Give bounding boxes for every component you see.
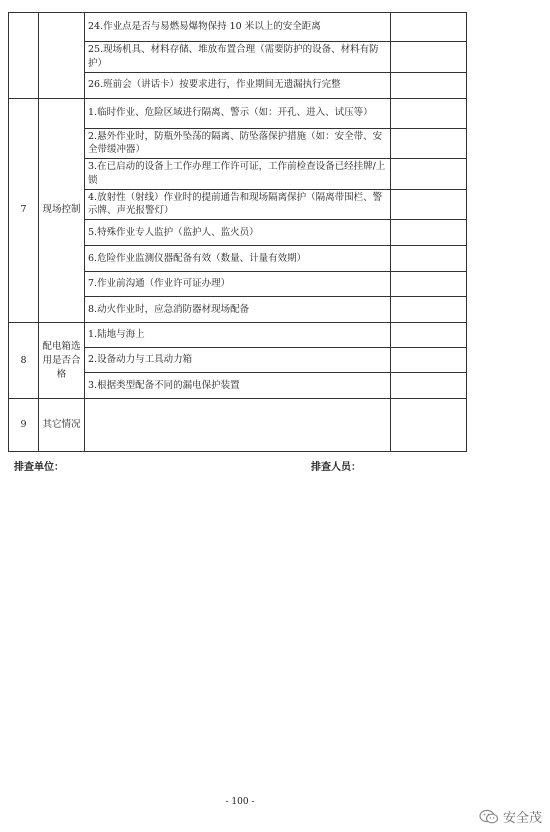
category-label: 其它情况	[39, 399, 85, 452]
inspection-table	[8, 12, 467, 452]
result-cell[interactable]	[391, 399, 467, 452]
result-cell[interactable]	[391, 297, 467, 323]
result-cell[interactable]	[391, 72, 467, 98]
item-text: 25.现场机具、材料存储、堆放布置合理（需要防护的设备、材料有防护）	[85, 42, 391, 73]
item-text[interactable]	[85, 399, 391, 452]
item-text: 24.作业点是否与易燃易爆物保持 10 米以上的安全距离	[85, 13, 391, 42]
table-row	[9, 13, 467, 42]
category-cell	[39, 13, 85, 99]
result-cell[interactable]	[391, 98, 467, 128]
row-number: 8	[9, 323, 39, 399]
item-text: 5.特殊作业专人监护（监护人、监火员）	[85, 220, 391, 246]
item-text: 3.在已启动的设备上工作办理工作许可证，工作前检查设备已经挂牌/上锁	[85, 159, 391, 190]
result-cell[interactable]	[391, 189, 467, 220]
item-text: 4.放射性（射线）作业时的提前通告和现场隔离保护（隔离带围栏、警示牌、声光报警灯）	[85, 189, 391, 220]
result-cell[interactable]	[391, 323, 467, 348]
page-number: - 100 -	[225, 797, 255, 807]
result-cell[interactable]	[391, 246, 467, 272]
result-cell[interactable]	[391, 348, 467, 373]
category-label: 现场控制	[39, 98, 85, 323]
table-row	[9, 98, 467, 128]
item-text: 2.设备动力与工具动力箱	[85, 348, 391, 373]
result-cell[interactable]	[391, 159, 467, 190]
item-text: 2.悬外作业时，防瓶外坠荡的隔离、防坠落保护措施（如：安全带、安全带缓冲器）	[85, 128, 391, 159]
row-number-cell	[9, 13, 39, 99]
row-number: 9	[9, 399, 39, 452]
result-cell[interactable]	[391, 128, 467, 159]
result-cell[interactable]	[391, 220, 467, 246]
table-row	[9, 399, 467, 452]
result-cell[interactable]	[391, 373, 467, 399]
watermark-text: 安全茂	[502, 811, 542, 826]
wechat-icon	[479, 809, 499, 825]
inspection-unit-label: 排查单位：	[14, 462, 64, 473]
inspector-label: 排查人员：	[311, 462, 361, 473]
category-label: 配电箱选用是否合格	[39, 323, 85, 399]
item-text: 26.班前会（讲话卡）按要求进行，作业期间无遗漏执行完整	[85, 72, 391, 98]
result-cell[interactable]	[391, 13, 467, 42]
item-text: 3.根据类型配备不同的漏电保护装置	[85, 373, 391, 399]
result-cell[interactable]	[391, 272, 467, 297]
item-text: 1.临时作业、危险区域进行隔离、警示（如：开孔、进入、试压等）	[85, 98, 391, 128]
result-cell[interactable]	[391, 42, 467, 73]
row-number: 7	[9, 98, 39, 323]
item-text: 8.动火作业时，应急消防器材现场配备	[85, 297, 391, 323]
table-row	[9, 323, 467, 348]
item-text: 6.危险作业监测仪器配备有效（数量、计量有效期）	[85, 246, 391, 272]
item-text: 1.陆地与海上	[85, 323, 391, 348]
item-text: 7.作业前沟通（作业许可证办理）	[85, 272, 391, 297]
watermark	[479, 807, 542, 826]
